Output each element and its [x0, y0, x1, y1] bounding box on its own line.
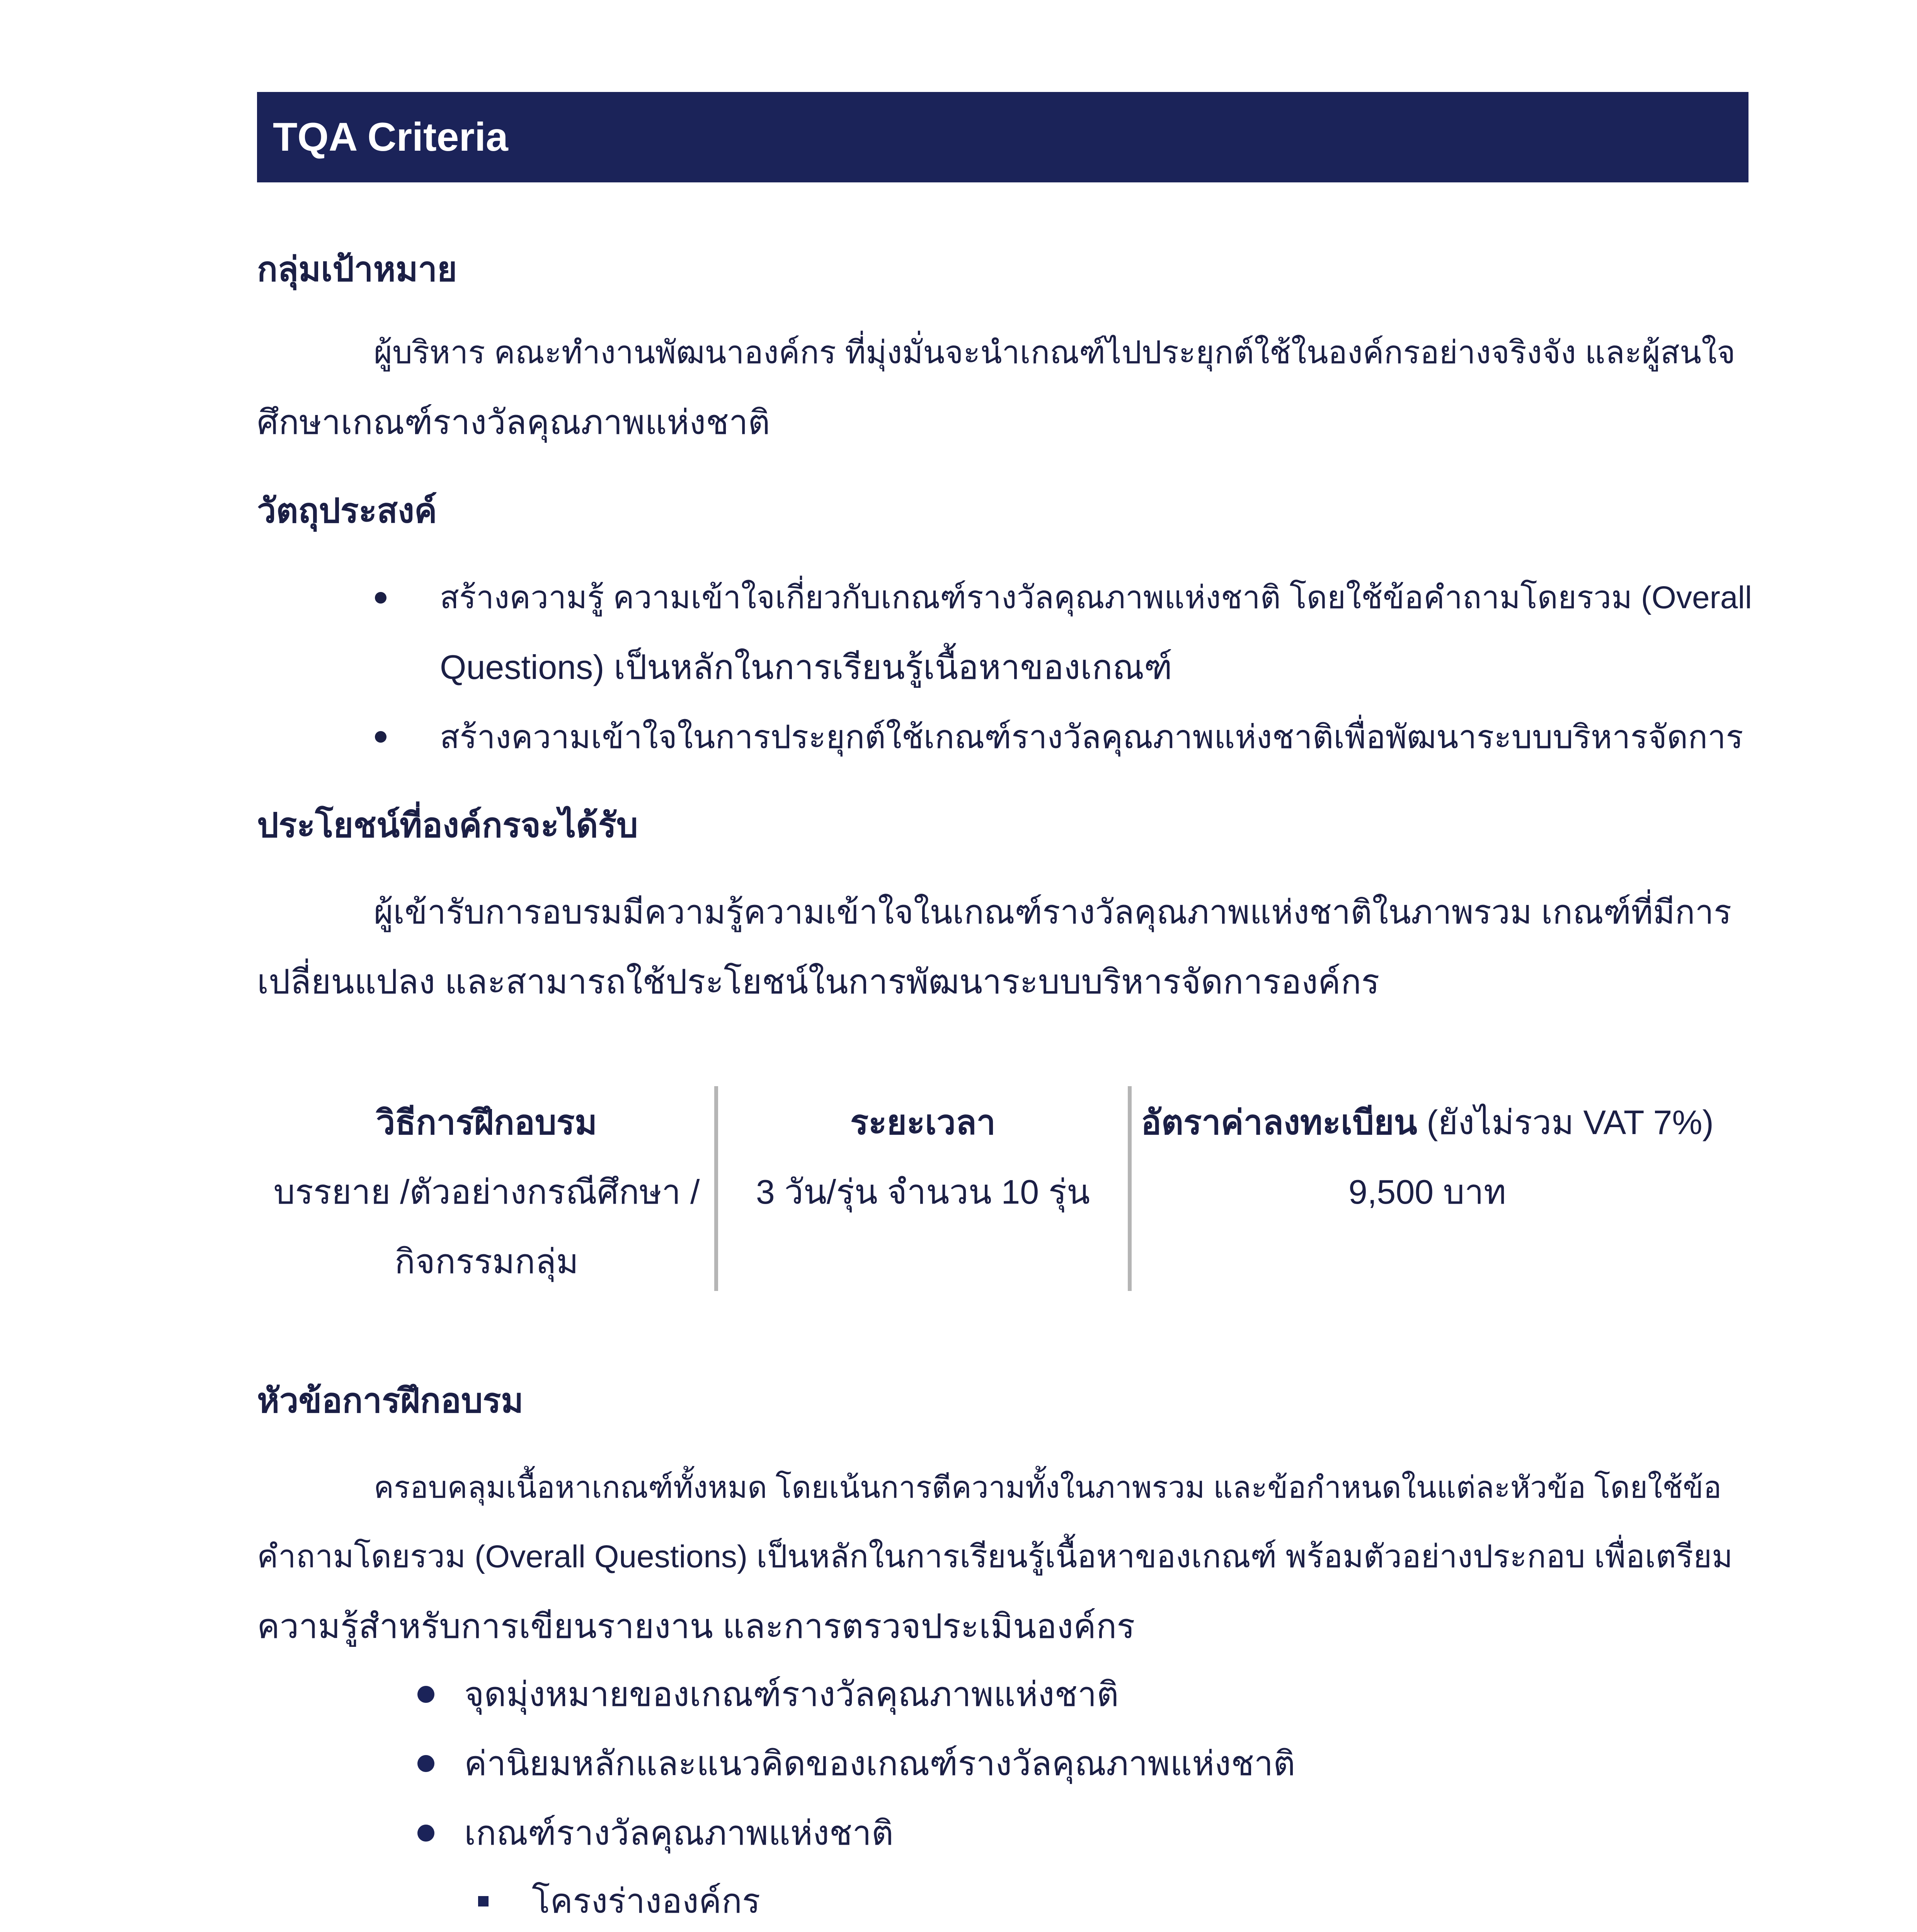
topic-item: ค่านิยมหลักและแนวคิดของเกณฑ์รางวัลคุณภาพแห่งชาติ — [464, 1744, 1296, 1782]
topic-subitem: โครงร่างองค์กร — [532, 1882, 761, 1920]
table-column-fee — [1134, 1088, 1721, 1227]
paragraph-line: ศึกษาเกณฑ์รางวัลคุณภาพแห่งชาติ — [257, 403, 770, 441]
table-divider — [714, 1086, 718, 1291]
paragraph-line: ครอบคลุมเนื้อหาเกณฑ์ทั้งหมด โดยเน้นการตีความทั้งในภาพรวม และข้อกำหนดในแต่ละหัวข้อ โดยใช้ข้อ — [374, 1470, 1722, 1504]
section-heading-topics: หัวข้อการฝึกอบรม — [257, 1381, 524, 1420]
paragraph-line: ผู้เข้ารับการอบรมมีความรู้ความเข้าใจในเกณฑ์รางวัลคุณภาพแห่งชาติในภาพรวม เกณฑ์ที่มีการ — [374, 894, 1732, 931]
bullet-dot-icon — [417, 1755, 434, 1772]
topic-item: เกณฑ์รางวัลคุณภาพแห่งชาติ — [464, 1814, 894, 1852]
table-header: ระยะเวลา — [850, 1103, 996, 1141]
table-cell-line: กิจกรรมกลุ่ม — [395, 1242, 579, 1281]
table-column-method — [257, 1088, 716, 1296]
topic-item: จุดมุ่งหมายของเกณฑ์รางวัลคุณภาพแห่งชาติ — [464, 1675, 1119, 1713]
header-bar — [257, 92, 1748, 182]
bullet-dot-icon — [417, 1686, 434, 1703]
table-header: วิธีการฝึกอบรม — [376, 1103, 597, 1141]
bullet-dot-icon — [375, 592, 386, 604]
table-cell-line: 9,500 บาท — [1348, 1173, 1506, 1211]
paragraph-line: คำถามโดยรวม (Overall Questions) เป็นหลักในการเรียนรู้เนื้อหาของเกณฑ์ พร้อมตัวอย่างประกอบ เพื่อเตรียม — [257, 1539, 1733, 1574]
table-cell-line: บรรยาย /ตัวอย่างกรณีศึกษา / — [273, 1173, 700, 1211]
objective-item-line: สร้างความรู้ ความเข้าใจเกี่ยวกับเกณฑ์รางวัลคุณภาพแห่งชาติ โดยใช้ข้อคำถามโดยรวม (Overall — [440, 580, 1752, 615]
table-cell-line: 3 วัน/รุ่น จำนวน 10 รุ่น — [756, 1173, 1090, 1211]
section-heading-objectives: วัตถุประสงค์ — [257, 492, 437, 530]
paragraph-line: เปลี่ยนแปลง และสามารถใช้ประโยชน์ในการพัฒนาระบบบริหารจัดการองค์กร — [257, 963, 1380, 1001]
bullet-dot-icon — [417, 1825, 434, 1842]
objective-item-line: Questions) เป็นหลักในการเรียนรู้เนื้อหาของเกณฑ์ — [440, 648, 1173, 686]
paragraph-line: ผู้บริหาร คณะทำงานพัฒนาองค์กร ที่มุ่งมั่นจะนำเกณฑ์ไปประยุกต์ใช้ในองค์กรอย่างจริงจัง และผู้สนใจ — [374, 335, 1736, 370]
bullet-dot-icon — [375, 731, 386, 743]
section-heading-benefits: ประโยชน์ที่องค์กรจะได้รับ — [257, 806, 638, 844]
table-column-duration — [720, 1088, 1126, 1227]
square-bullet-icon — [478, 1896, 489, 1906]
table-header-label: อัตราค่าลงทะเบียน — [1141, 1103, 1417, 1141]
section-heading-target-group: กลุ่มเป้าหมาย — [257, 250, 457, 288]
table-divider — [1128, 1086, 1132, 1291]
table-header — [1134, 1088, 1721, 1157]
table-header-note: (ยังไม่รวม VAT 7%) — [1427, 1103, 1714, 1141]
objective-item-line: สร้างความเข้าใจในการประยุกต์ใช้เกณฑ์รางวัลคุณภาพแห่งชาติเพื่อพัฒนาระบบบริหารจัดการ — [440, 719, 1743, 755]
paragraph-line: ความรู้สำหรับการเขียนรายงาน และการตรวจประเมินองค์กร — [257, 1607, 1135, 1645]
page-title: TQA Criteria — [273, 115, 508, 160]
